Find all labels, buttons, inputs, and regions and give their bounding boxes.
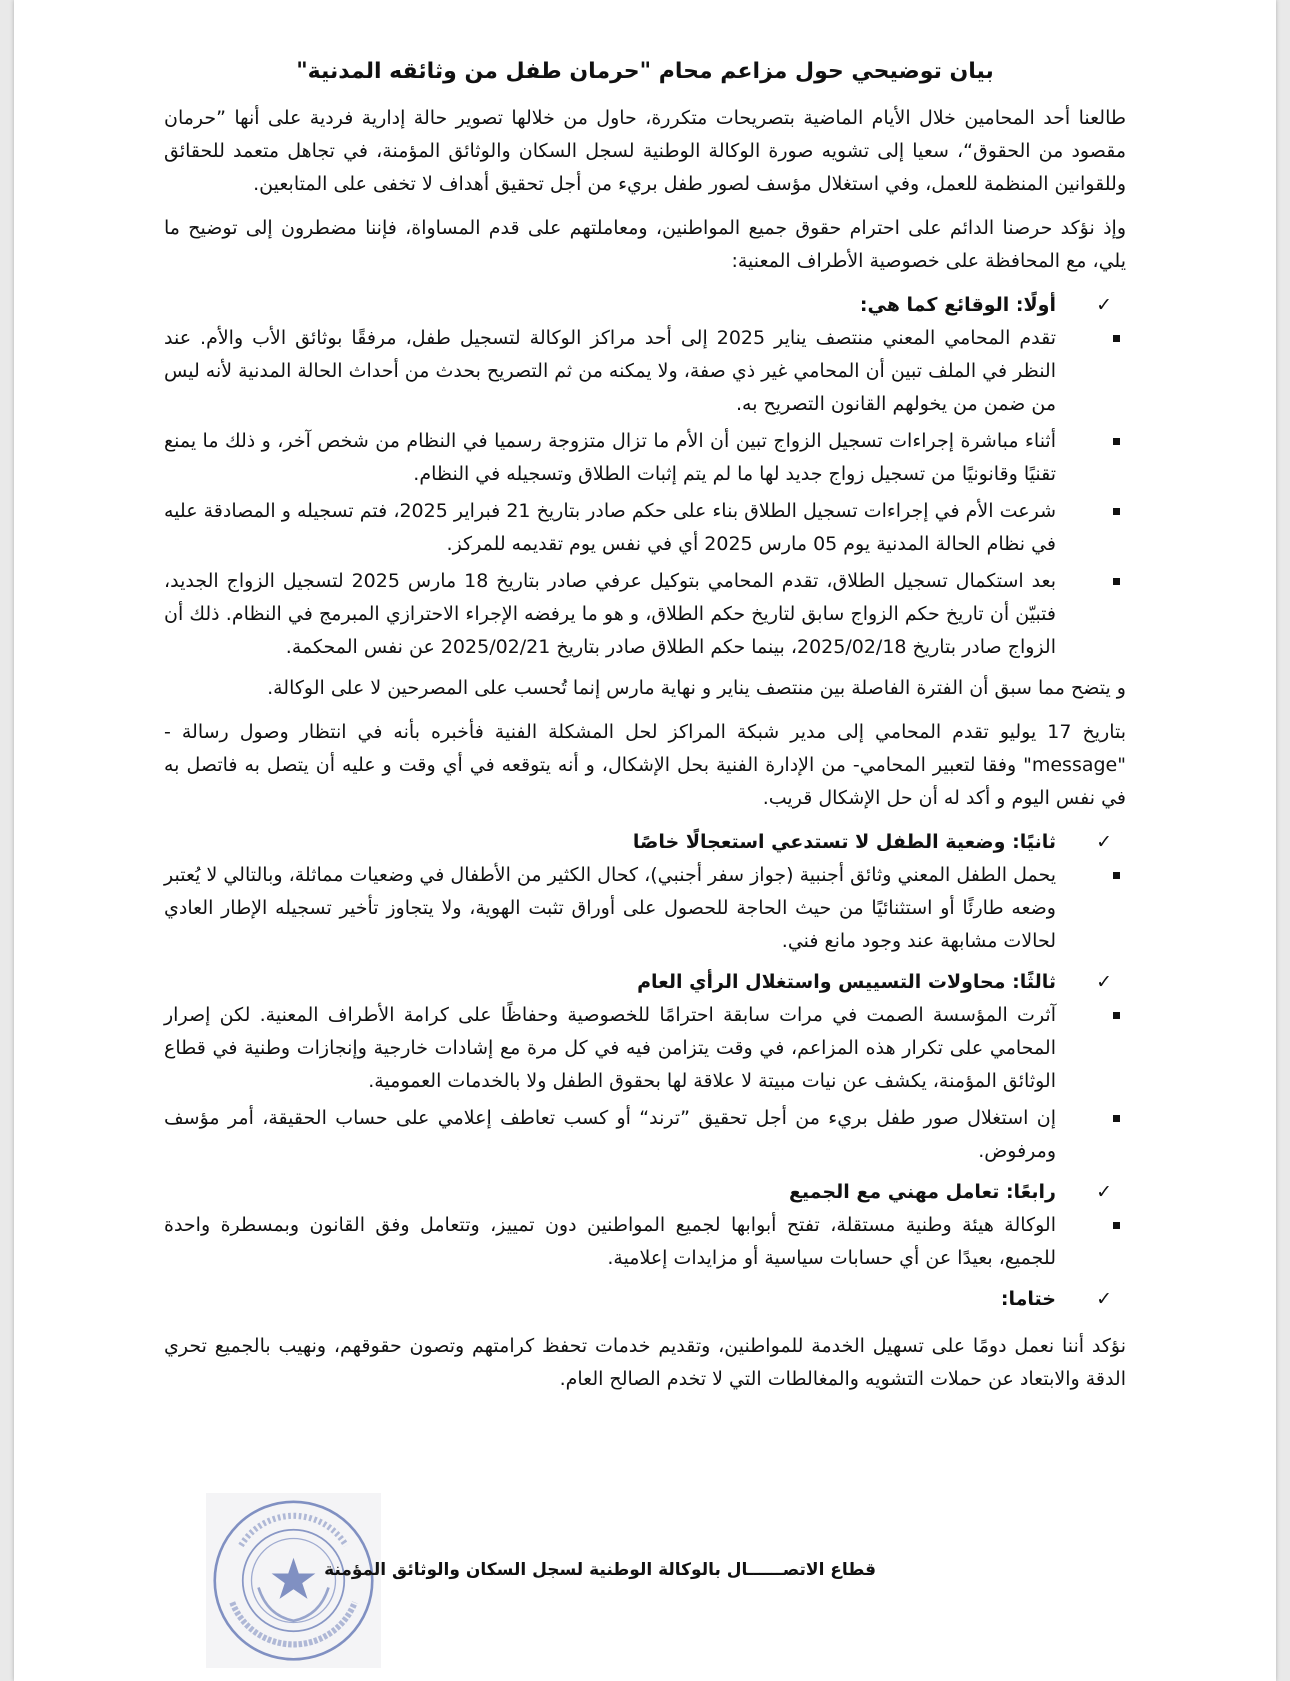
closing-paragraph: نؤكد أننا نعمل دومًا على تسهيل الخدمة للمواطنين، وتقديم خدمات تحفظ كرامتهم وتصون حقوقهم، ونهيب بالجميع تحري الدقة والابتعاد عن حملات التشويه والمغالطات التي لا تخدم الصالح العام.: [164, 1335, 1126, 1390]
list-item: شرعت الأم في إجراءات تسجيل الطلاق بناء على حكم صادر بتاريخ 21 فبراير 2025، فتم تسجيله و المصادقة عليه في نظام الحالة المدنية يوم 05 مارس 2025 أي في نفس يوم تقديمه للمركز.: [164, 495, 1126, 561]
list-item: يحمل الطفل المعني وثائق أجنبية (جواز سفر أجنبي)، كحال الكثير من الأطفال في وضعيات مماثلة، وبالتالي لا يُعتبر وضعه طارئًا أو استثنائيًا من حيث الحاجة للحصول على أوراق تثبت الهوية، ولا يتجاوز تأخير تسجيله الإطار العادي لحالات مشابهة عند وجود مانع فني.: [164, 859, 1126, 958]
intro-paragraph-1: طالعنا أحد المحامين خلال الأيام الماضية بتصريحات متكررة، حاول من خلالها تصوير حالة إدارية فردية على أنها ”حرمان مقصود من الحقوق“، سعيا إلى تشويه صورة الوكالة الوطنية لسجل السكان والوثائق المؤمنة، في تجاهل متعمد للحقائق وللقوانين المنظمة للعمل، وفي استغلال مؤسف لصور طفل بريء من أجل تحقيق أهداف لا تخفى على المتابعين.: [164, 107, 1126, 195]
child-status-list: [164, 859, 1126, 958]
list-item: الوكالة هيئة وطنية مستقلة، تفتح أبوابها لجميع المواطنين دون تمييز، وتتعامل وفق القانون وبمسطرة واحدة للجميع، بعيدًا عن أي حسابات سياسية أو مزايدات إعلامية.: [164, 1209, 1126, 1275]
facts-list: [164, 322, 1126, 664]
official-stamp-seal: [206, 1493, 381, 1668]
list-item: تقدم المحامي المعني منتصف يناير 2025 إلى أحد مراكز الوكالة لتسجيل طفل، مرفقًا بوثائق الأب والأم. عند النظر في الملف تبين أن المحامي غير ذي صفة، ولا يمكنه من ثم التصريح بحدث من أحداث الحالة المدنية لأنه ليس من ضمن من يخولهم القانون التصريح به.: [164, 322, 1126, 421]
middle-paragraph-2: بتاريخ 17 يوليو تقدم المحامي إلى مدير شبكة المراكز لحل المشكلة الفنية فأخبره بأنه في انتظار وصول رسالة - "message" وفقا لتعبير المحامي- من الإدارة الفنية بحل الإشكال، و أنه يتوقعه في أي وقت و عليه أن يتصل به فاتصل به في نفس اليوم و أكد له أن حل الإشكال قريب.: [164, 721, 1127, 809]
middle-paragraph-1: و يتضح مما سبق أن الفترة الفاصلة بين منتصف يناير و نهاية مارس إنما تُحسب على المصرحين لا على الوكالة.: [267, 677, 1126, 699]
bullet-icon: [1113, 1222, 1120, 1229]
bullet-icon: [1113, 335, 1120, 342]
document-page: [14, 0, 1276, 1681]
section-heading-politicization: ✓ ثالثًا: محاولات التسييس واستغلال الرأي العام: [164, 966, 1126, 999]
list-item: بعد استكمال تسجيل الطلاق، تقدم المحامي بتوكيل عرفي صادر بتاريخ 18 مارس 2025 لتسجيل الزواج الجديد، فتبيّن أن تاريخ حكم الزواج سابق لتاريخ حكم الطلاق، و هو ما يرفضه الإجراء الاحترازي المبرمج في النظام. ذلك أن الزواج صادر بتاريخ 2025/02/18، بينما حكم الطلاق صادر بتاريخ 2025/02/21 عن نفس المحكمة.: [164, 565, 1126, 664]
list-item: إن استغلال صور طفل بريء من أجل تحقيق ”ترند“ أو كسب تعاطف إعلامي على حساب الحقيقة، أمر مؤسف ومرفوض.: [164, 1102, 1126, 1168]
list-item: آثرت المؤسسة الصمت في مرات سابقة احترامًا للخصوصية وحفاظًا على كرامة الأطراف المعنية. لكن إصرار المحامي على تكرار هذه المزاعم، في وقت يتزامن فيه في كل مرة مع إشادات خارجية وإنجازات وطنية في قطاع الوثائق المؤمنة، يكشف عن نيات مبيتة لا علاقة لها بحقوق الطفل ولا بالخدمات العمومية.: [164, 999, 1126, 1098]
bullet-icon: [1113, 872, 1120, 879]
document-body: [164, 52, 1126, 1407]
checkmark-icon: ✓: [1096, 294, 1112, 316]
bullet-icon: [1113, 508, 1120, 515]
section-heading-conclusion: ✓ ختاما:: [164, 1283, 1126, 1316]
bullet-icon: [1113, 438, 1120, 445]
document-title: بيان توضيحي حول مزاعم محام "حرمان طفل من وثائقه المدنية": [296, 59, 994, 84]
professional-list: [164, 1209, 1126, 1275]
bullet-icon: [1113, 1012, 1120, 1019]
bullet-icon: [1113, 578, 1120, 585]
politicization-list: [164, 999, 1126, 1168]
checkmark-icon: ✓: [1096, 971, 1112, 993]
bullet-icon: [1113, 1115, 1120, 1122]
signature-line: قطاع الاتصــــــال بالوكالة الوطنية لسجل السكان والوثائق المؤمنة: [324, 1560, 876, 1580]
section-heading-professional: ✓ رابعًا: تعامل مهني مع الجميع: [164, 1176, 1126, 1209]
intro-paragraph-2: وإذ نؤكد حرصنا الدائم على احترام حقوق جميع المواطنين، ومعاملتهم على قدم المساواة، فإننا مضطرون إلى توضيح ما يلي، مع المحافظة على خصوصية الأطراف المعنية:: [164, 217, 1126, 272]
list-item: أثناء مباشرة إجراءات تسجيل الزواج تبين أن الأم ما تزال متزوجة رسميا في النظام من شخص آخر، و ذلك ما يمنع تقنيًا وقانونيًا من تسجيل زواج جديد لها ما لم يتم إثبات الطلاق وتسجيله في النظام.: [164, 425, 1126, 491]
checkmark-icon: ✓: [1096, 1288, 1112, 1310]
checkmark-icon: ✓: [1096, 831, 1112, 853]
checkmark-icon: ✓: [1096, 1181, 1112, 1203]
section-heading-facts: ✓ أولًا: الوقائع كما هي:: [164, 289, 1126, 322]
section-heading-child-status: ✓ ثانيًا: وضعية الطفل لا تستدعي استعجالًا خاصًا: [164, 826, 1126, 859]
